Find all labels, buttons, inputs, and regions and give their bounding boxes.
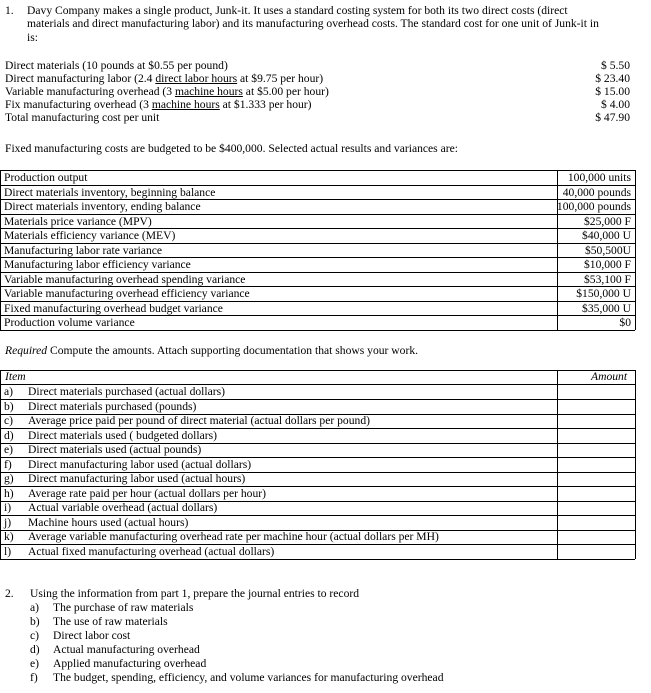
item-description: Direct materials purchased (actual dollars) (28, 385, 226, 398)
standard-cost-label: Direct materials (10 pounds at $0.55 per pound) (5, 59, 228, 72)
standard-cost-row (5, 111, 630, 125)
item-letter: l) (4, 544, 12, 558)
part2-item-letter: f) (30, 671, 38, 684)
item-letter: f) (4, 457, 12, 471)
standard-cost-value: $ 15.00 (595, 85, 630, 98)
part2-item-text: Applied manufacturing overhead (53, 657, 207, 670)
item-letter: b) (4, 399, 14, 413)
actual-result-label: Variable manufacturing overhead efficiency variance (4, 287, 250, 300)
item-description: Actual variable overhead (actual dollars) (28, 501, 218, 514)
actual-result-value: 100,000 units (567, 171, 631, 184)
standard-cost-row (5, 85, 630, 99)
item-letter: k) (4, 530, 14, 543)
standard-cost-value: $ 23.40 (595, 72, 630, 85)
item-description: Machine hours used (actual hours) (28, 515, 189, 529)
part2-item-letter: d) (30, 643, 40, 656)
question-number: 1. (5, 4, 14, 17)
part2-item-text: The purchase of raw materials (53, 601, 194, 614)
items-header-item: Item (5, 370, 26, 383)
standard-cost-row (5, 72, 630, 86)
item-amount-cell[interactable] (560, 429, 632, 443)
part2-item-letter: a) (30, 601, 40, 614)
actual-result-value: $53,100 F (583, 272, 631, 286)
intro-line-3: is: (27, 31, 38, 44)
item-letter: c) (4, 414, 14, 427)
part2-item-text: Direct labor cost (53, 629, 131, 642)
part2-item-text: Actual manufacturing overhead (53, 643, 200, 656)
item-amount-cell[interactable] (560, 443, 632, 457)
actual-result-label: Direct materials inventory, beginning balance (4, 185, 216, 199)
standard-cost-label: Total manufacturing cost per unit (5, 111, 160, 124)
item-description: Average variable manufacturing overhead rate per machine hour (actual dollars per MH) (28, 530, 439, 543)
actual-result-value: $0 (619, 316, 631, 329)
standard-cost-row (5, 59, 630, 73)
item-description: Direct manufacturing labor used (actual hours) (28, 472, 246, 485)
actual-result-label: Direct materials inventory, ending balance (4, 200, 201, 213)
item-letter: h) (4, 486, 14, 500)
part2-item-letter: e) (30, 657, 40, 670)
part2-item-text: The budget, spending, efficiency, and volume variances for manufacturing overhead (53, 671, 444, 684)
item-amount-cell[interactable] (560, 458, 632, 472)
standard-cost-value: $ 5.50 (601, 59, 630, 72)
part2-item-letter: b) (30, 615, 40, 628)
item-amount-cell[interactable] (560, 516, 632, 530)
item-amount-cell[interactable] (560, 501, 632, 515)
standard-cost-row (5, 98, 630, 112)
item-amount-cell[interactable] (560, 545, 632, 559)
item-letter: j) (4, 515, 12, 529)
standard-cost-label: Fix manufacturing overhead (3 machine hours at $1.333 per hour) (5, 98, 312, 111)
item-amount-cell[interactable] (560, 487, 632, 501)
item-letter: d) (4, 428, 14, 442)
item-letter: g) (4, 472, 14, 485)
actual-result-value: 100,000 pounds (556, 200, 631, 213)
item-description: Average price paid per pound of direct material (actual dollars per pound) (28, 414, 370, 427)
intro-line-2: materials and direct manufacturing labor) and its manufacturing overhead costs. The standard cost for one unit of Junk-it in (27, 17, 599, 30)
item-letter: a) (4, 385, 14, 398)
actual-result-label: Manufacturing labor efficiency variance (4, 258, 191, 271)
actual-results-table (0, 170, 636, 331)
required-text: Required Compute the amounts. Attach supporting documentation that shows your work. (5, 344, 419, 357)
part2-item-text: The use of raw materials (53, 615, 168, 628)
actual-result-label: Materials price variance (MPV) (4, 214, 152, 228)
item-amount-cell[interactable] (560, 414, 632, 428)
items-table (0, 370, 636, 560)
item-letter: e) (4, 443, 14, 456)
item-description: Actual fixed manufacturing overhead (actual dollars) (28, 544, 275, 558)
actual-result-value: $150,000 U (576, 287, 631, 300)
item-description: Average rate paid per hour (actual dollars per hour) (28, 486, 266, 500)
standard-cost-value: $ 4.00 (601, 98, 630, 111)
actual-result-value: $50,500U (584, 243, 631, 257)
actual-result-label: Variable manufacturing overhead spending variance (4, 272, 246, 286)
standard-cost-list (5, 59, 630, 129)
item-description: Direct materials used (actual pounds) (28, 443, 202, 456)
actual-result-label: Manufacturing labor rate variance (4, 243, 163, 257)
item-letter: i) (4, 501, 12, 514)
item-amount-cell[interactable] (560, 530, 632, 544)
item-description: Direct manufacturing labor used (actual dollars) (28, 457, 252, 471)
items-header-amount: Amount (591, 370, 628, 383)
part2-item-letter: c) (30, 629, 40, 642)
standard-cost-label: Direct manufacturing labor (2.4 direct labor hours at $9.75 per hour) (5, 72, 324, 85)
item-amount-cell[interactable] (560, 400, 632, 414)
item-description: Direct materials used ( budgeted dollars) (28, 428, 217, 442)
actual-result-value: $25,000 F (583, 214, 631, 228)
actual-result-label: Production volume variance (4, 316, 135, 329)
standard-cost-label: Variable manufacturing overhead (3 machine hours at $5.00 per hour) (5, 85, 329, 98)
standard-cost-value: $ 47.90 (595, 111, 630, 124)
item-description: Direct materials purchased (pounds) (28, 399, 197, 413)
actual-result-label: Fixed manufacturing overhead budget variance (4, 301, 223, 315)
item-amount-cell[interactable] (560, 472, 632, 486)
part2-intro: Using the information from part 1, prepare the journal entries to record (30, 587, 360, 600)
fixed-budget-text: Fixed manufacturing costs are budgeted to be $400,000. Selected actual results and variances are: (5, 142, 458, 155)
intro-line-1: Davy Company makes a single product, Junk-it. It uses a standard costing system for both its two direct costs (direct (27, 4, 568, 17)
item-amount-cell[interactable] (560, 385, 632, 399)
actual-result-value: $35,000 U (582, 301, 631, 315)
actual-result-label: Materials efficiency variance (MEV) (4, 229, 176, 242)
actual-result-value: $10,000 F (583, 258, 631, 271)
part2-number: 2. (5, 587, 14, 600)
actual-result-value: 40,000 pounds (562, 185, 631, 199)
actual-result-label: Production output (4, 171, 88, 184)
actual-result-value: $40,000 U (582, 229, 631, 242)
